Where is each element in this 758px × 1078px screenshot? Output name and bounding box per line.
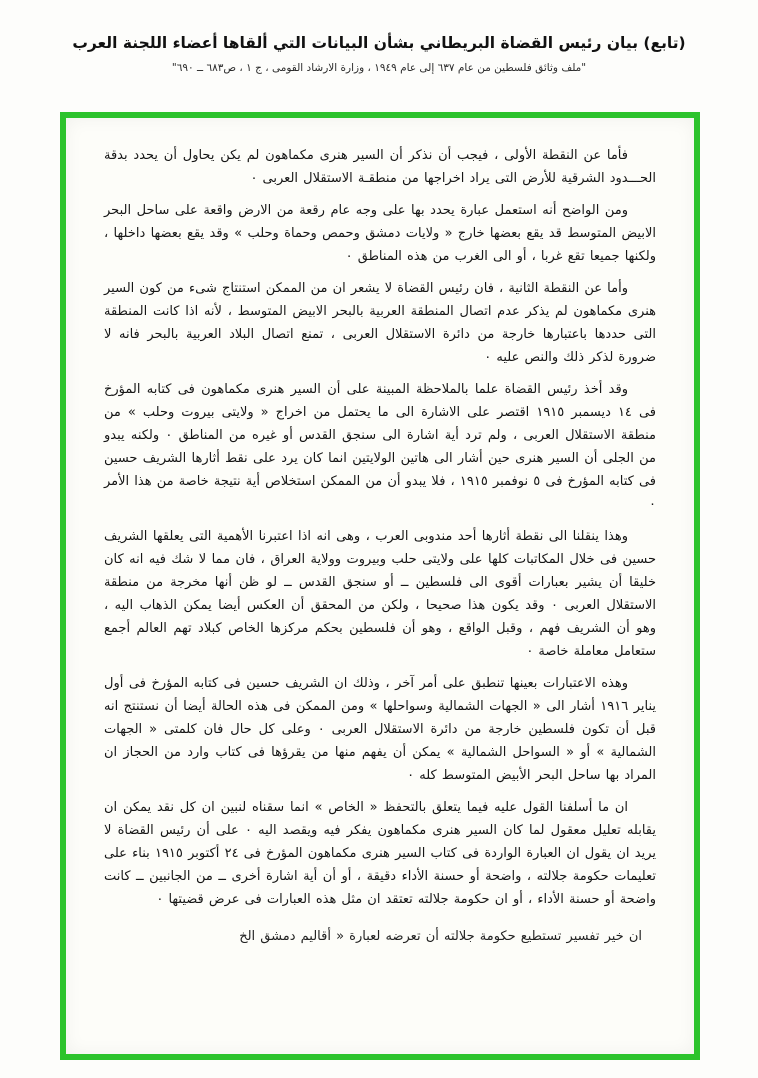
page-title: (تابع) بيان رئيس القضاة البريطاني بشأن البيانات التي ألقاها أعضاء اللجنة العرب [72, 34, 686, 52]
source-citation-line: "ملف وثائق فلسطين من عام ٦٣٧ إلى عام ١٩٤٩ ، وزارة الارشاد القومى ، ج ١ ، ص٦٨٣ ــ ٦٩٠" [171, 62, 587, 75]
catchword-line: ان خير تفسير تستطيع حكومة جلالته أن تعرضه لعبارة « أقاليم دمشق الخ [239, 929, 642, 944]
paragraph: ومن الواضح أنه استعمل عبارة يحدد بها على وجه عام رقعة من الارض واقعة على ساحل البحر الابيض المتوسط قد يقع بعضها خارج « ولايات دمشق وحمص وحماة وحلب » وقد يقع بعضها داخلها ، ولكنها جميعا تقع غربا ، أو الى الغرب من هذه المناطق ۰ [104, 203, 656, 264]
paragraph: فأما عن النقطة الأولى ، فيجب أن نذكر أن السير هنرى مكماهون لم يكن يحاول أن يحدد بدقة الحـــدود الشرقية للأرض التى يراد اخراجها من منطقـة الاستقلال العربى ۰ [104, 148, 656, 186]
paragraph: وقد أخذ رئيس القضاة علما بالملاحظة المبينة على أن السير هنرى مكماهون فى كتابه المؤرخ فى ١٤ ديسمبر ١٩١٥ اقتصر على الاشارة الى ما يحتمل من اخراج « ولايتى بيروت وحلب » من منطقة الاستقلال العربى ، ولم ترد أية اشارة الى سنجق القدس أو غيره من المناطق ۰ ولكنه يبدو من الجلى أن السير هنرى حين أشار الى هاتين الولايتين انما كان يرد على نقط أثارها الشريف حسين فى كتابه المؤرخ فى ٥ نوفمبر ١٩١٥ ، فلا يبدو أن من الممكن استخلاص أية نتيجة خاصة من هذا الأمر ۰ [104, 382, 656, 512]
document-text-body [66, 118, 694, 1054]
paragraph: ان ما أسلفنا القول عليه فيما يتعلق بالتحفظ « الخاص » انما سقناه لنبين ان كل نقد يمكن ان يقابله تعليل معقول لما كان السير هنرى مكماهون يفكر فيه ويقصد اليه ۰ على أن رئيس القضاة لا يريد ان يقول ان العبارة الواردة فى كتاب السير هنرى مكماهون المؤرخ فى ٢٤ أكتوبر ١٩١٥ بناء على تعليمات حكومة جلالته ، واضحة أو حسنة الأداء دقيقة ، أو أن أية اشارة أخرى ــ من الجانبين ــ كانت واضحة أو حسنة الأداء ، أو ان حكومة جلالته تعتقد ان مثل هذه العبارات فى عرض قضيتها ۰ [104, 800, 656, 907]
paragraph: وهذه الاعتبارات بعينها تنطبق على أمر آخر ، وذلك ان الشريف حسين فى كتابه المؤرخ فى أول يناير ١٩١٦ أشار الى « الجهات الشمالية وسواحلها » ومن الممكن فى هذه الحالة أيضا أن نستنتج انه قبل أن تكون فلسطين خارجة من دائرة الاستقلال العربى ۰ وعلى كل حال فان كلمتى « الجهات الشمالية » أو « السواحل الشمالية » يمكن أن يفهم منها من يقرؤها فى كتاب وارد من الحجاز ان المراد بها ساحل البحر الأبيض المتوسط كله ۰ [104, 676, 656, 783]
paragraph: وهذا ينقلنا الى نقطة أثارها أحد مندوبى العرب ، وهى انه اذا اعتبرنا الأهمية التى يعلقها الشريف حسين فى خلال المكاتبات كلها على ولايتى حلب وبيروت وولاية العراق ، فان مما لا شك فيه انه كان خليقا أن يشير بعبارات أقوى الى فلسطين ــ أو سنجق القدس ــ لو ظن أنها مخرجة من منطقة الاستقلال العربى ۰ وقد يكون هذا صحيحا ، ولكن من المحقق أن العكس أيضا يمكن الذهاب اليه ، وهو أن الشريف فهم ، وقبل الواقع ، وهو أن فلسطين بحكم مركزها الخاص كبلاد تهم العالم أجمع ستعامل معاملة خاصة ۰ [104, 529, 657, 659]
green-border-frame [60, 112, 700, 1060]
document-header [40, 30, 718, 74]
paragraph: وأما عن النقطة الثانية ، فان رئيس القضاة لا يشعر ان من الممكن استنتاج شىء من كون السير هنرى مكماهون لم يذكر عدم اتصال المنطقة العربية بالبحر الابيض المتوسط ، لأنه اذا كانت المنطقة التى حددها باعتبارها خارجة من دائرة الاستقلال العربى ، تمنع اتصال البلاد العربية بالبحر فانه لا ضرورة لذكر ذلك والنص عليه ۰ [104, 281, 656, 365]
